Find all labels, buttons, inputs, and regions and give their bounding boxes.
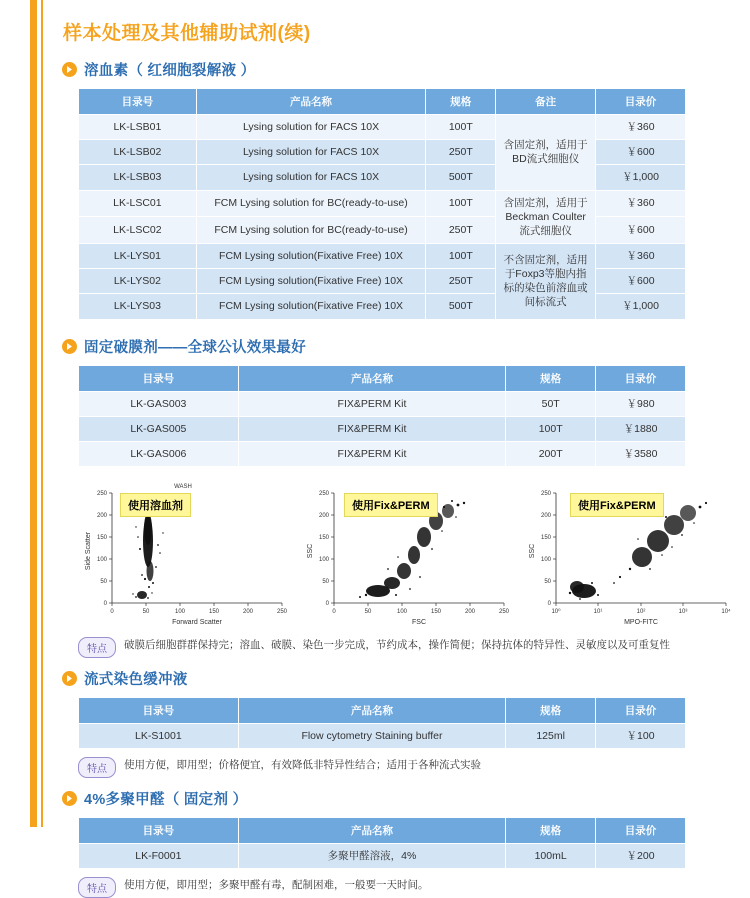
cell-note: 含固定剂，适用于Beckman Coulter流式细胞仪 (496, 190, 596, 244)
cell-spec: 50T (506, 391, 596, 416)
feature-note-pfa (78, 877, 722, 898)
plot-annotation-label: 使用Fix&PERM (344, 493, 438, 517)
cell-catalog: LK-LSB01 (79, 115, 197, 140)
svg-text:250: 250 (540, 491, 551, 498)
table-header-row (79, 89, 686, 115)
svg-text:250: 250 (498, 609, 510, 616)
cell-catalog: LK-F0001 (79, 844, 239, 869)
svg-text:0: 0 (103, 601, 107, 608)
col-spec: 规格 (506, 698, 596, 724)
feature-badge: 特点 (78, 877, 116, 898)
svg-text:100: 100 (396, 609, 408, 616)
cell-product: FCM Lysing solution(Fixative Free) 10X (196, 244, 426, 269)
col-spec: 规格 (506, 818, 596, 844)
feature-note-staining-buffer (78, 757, 722, 778)
cell-price: ￥360 (596, 244, 686, 269)
svg-text:200: 200 (318, 513, 329, 520)
svg-text:50: 50 (322, 579, 329, 586)
col-spec: 规格 (426, 89, 496, 115)
svg-text:200: 200 (464, 609, 476, 616)
svg-text:WASH: WASH (174, 484, 192, 491)
feature-text: 破膜后细胞群群保持完；溶血、破膜、染色一步完成，节约成本，操作简便；保持抗体的特异性、灵敏度以及可重复性 (124, 639, 670, 652)
cell-catalog: LK-LYS01 (79, 244, 197, 269)
col-catalog: 目录号 (79, 818, 239, 844)
cell-product: Lysing solution for FACS 10X (196, 165, 426, 190)
page-title: 样本处理及其他辅助试剂(续) (63, 23, 311, 44)
cell-spec: 100mL (506, 844, 596, 869)
cell-price: ￥100 (596, 724, 686, 749)
cell-catalog: LK-S1001 (79, 724, 239, 749)
svg-text:150: 150 (208, 609, 220, 616)
arrow-right-icon (62, 339, 77, 354)
cell-spec: 250T (426, 140, 496, 165)
svg-text:50: 50 (100, 579, 107, 586)
cell-price: ￥600 (596, 140, 686, 165)
table-fixperm (78, 365, 686, 468)
table-row (79, 244, 686, 269)
cell-spec: 250T (426, 217, 496, 244)
section-header-hemolysin (62, 59, 722, 80)
svg-text:150: 150 (96, 535, 107, 542)
cell-product: FIX&PERM Kit (238, 416, 506, 441)
svg-text:50: 50 (544, 579, 551, 586)
svg-text:100: 100 (174, 609, 186, 616)
col-product: 产品名称 (238, 365, 506, 391)
cell-product: Lysing solution for FACS 10X (196, 115, 426, 140)
svg-text:10⁰: 10⁰ (551, 609, 561, 616)
svg-text:MPO-FITC: MPO-FITC (624, 619, 658, 627)
feature-badge: 特点 (78, 757, 116, 778)
table-row (79, 190, 686, 217)
svg-text:50: 50 (142, 609, 150, 616)
cell-product: FIX&PERM Kit (238, 441, 506, 466)
table-header-row (79, 365, 686, 391)
cell-catalog: LK-LSC02 (79, 217, 197, 244)
cell-catalog: LK-LSB02 (79, 140, 197, 165)
cell-price: ￥360 (596, 115, 686, 140)
col-note: 备注 (496, 89, 596, 115)
arrow-right-icon (62, 791, 77, 806)
table-row (79, 416, 686, 441)
cell-spec: 100T (426, 244, 496, 269)
table-staining-buffer (78, 697, 686, 749)
col-price: 目录价 (596, 365, 686, 391)
cell-catalog: LK-LSC01 (79, 190, 197, 217)
cell-spec: 500T (426, 294, 496, 319)
table-row (79, 724, 686, 749)
table-row (79, 844, 686, 869)
cell-product: FIX&PERM Kit (238, 391, 506, 416)
cell-product: FCM Lysing solution(Fixative Free) 10X (196, 269, 426, 294)
svg-text:0: 0 (332, 609, 336, 616)
section-header-staining-buffer (62, 668, 722, 689)
cell-catalog: LK-GAS005 (79, 416, 239, 441)
feature-text: 使用方便，即用型；价格便宜，有效降低非特异性结合；适用于各种流式实验 (124, 759, 481, 772)
svg-text:Side Scatter: Side Scatter (85, 531, 92, 571)
svg-text:FSC: FSC (412, 619, 426, 627)
cell-catalog: LK-GAS003 (79, 391, 239, 416)
svg-text:100: 100 (540, 557, 551, 564)
svg-text:100: 100 (318, 557, 329, 564)
svg-text:200: 200 (540, 513, 551, 520)
svg-text:200: 200 (242, 609, 254, 616)
table-hemolysin (78, 88, 686, 320)
cell-note: 不含固定剂，适用于Foxp3等胞内指标的染色前溶血或间标流式 (496, 244, 596, 320)
svg-text:250: 250 (276, 609, 288, 616)
cell-price: ￥600 (596, 269, 686, 294)
plot-annotation-label: 使用Fix&PERM (570, 493, 664, 517)
col-price: 目录价 (596, 698, 686, 724)
col-catalog: 目录号 (79, 89, 197, 115)
plot-fixperm-mpo (522, 479, 736, 629)
table-header-row (79, 698, 686, 724)
svg-text:10¹: 10¹ (593, 609, 603, 616)
svg-text:150: 150 (430, 609, 442, 616)
svg-text:10²: 10² (636, 609, 646, 616)
table-row (79, 115, 686, 140)
section-title: 固定破膜剂——全球公认效果最好 (84, 339, 306, 356)
col-price: 目录价 (596, 818, 686, 844)
arrow-right-icon (62, 62, 77, 77)
cell-price: ￥1,000 (596, 294, 686, 319)
svg-text:Forward Scatter: Forward Scatter (172, 619, 222, 627)
cell-price: ￥360 (596, 190, 686, 217)
svg-text:50: 50 (364, 609, 372, 616)
col-product: 产品名称 (238, 818, 505, 844)
cell-spec: 500T (426, 165, 496, 190)
svg-text:250: 250 (96, 491, 107, 498)
cell-product: FCM Lysing solution for BC(ready-to-use) (196, 190, 426, 217)
flow-cytometry-plots (78, 479, 731, 629)
table-row (79, 441, 686, 466)
cell-price: ￥1,000 (596, 165, 686, 190)
svg-text:10⁴: 10⁴ (721, 609, 731, 616)
section-header-fixperm (62, 336, 722, 357)
svg-text:0: 0 (110, 609, 114, 616)
cell-price: ￥1880 (596, 416, 686, 441)
svg-text:SSC: SSC (307, 543, 314, 559)
col-spec: 规格 (506, 365, 596, 391)
cell-product: FCM Lysing solution(Fixative Free) 10X (196, 294, 426, 319)
cell-product: Lysing solution for FACS 10X (196, 140, 426, 165)
cell-catalog: LK-LSB03 (79, 165, 197, 190)
plot-lysis (78, 479, 292, 629)
col-catalog: 目录号 (79, 365, 239, 391)
cell-spec: 100T (426, 190, 496, 217)
table-row (79, 391, 686, 416)
col-catalog: 目录号 (79, 698, 239, 724)
svg-text:100: 100 (96, 557, 107, 564)
svg-text:250: 250 (318, 491, 329, 498)
svg-text:200: 200 (96, 513, 107, 520)
cell-price: ￥200 (596, 844, 686, 869)
svg-text:150: 150 (540, 535, 551, 542)
cell-spec: 100T (506, 416, 596, 441)
cell-catalog: LK-LYS02 (79, 269, 197, 294)
feature-badge: 特点 (78, 637, 116, 658)
col-product: 产品名称 (238, 698, 506, 724)
svg-text:0: 0 (325, 601, 329, 608)
cell-price: ￥980 (596, 391, 686, 416)
section-title: 流式染色缓冲液 (84, 672, 188, 689)
cell-product: FCM Lysing solution for BC(ready-to-use) (196, 217, 426, 244)
col-product: 产品名称 (196, 89, 426, 115)
cell-spec: 200T (506, 441, 596, 466)
cell-catalog: LK-LYS03 (79, 294, 197, 319)
svg-text:150: 150 (318, 535, 329, 542)
svg-text:10³: 10³ (678, 609, 688, 616)
feature-note-fixperm (78, 637, 722, 658)
section-title: 溶血素（ 红细胞裂解液 ） (84, 63, 256, 79)
table-header-row (79, 818, 686, 844)
cell-spec: 125ml (506, 724, 596, 749)
section-title: 4%多聚甲醛（ 固定剂 ） (84, 792, 248, 809)
cell-spec: 100T (426, 115, 496, 140)
cell-price: ￥3580 (596, 441, 686, 466)
cell-note: 含固定剂，适用于BD流式细胞仪 (496, 115, 596, 191)
cell-spec: 250T (426, 269, 496, 294)
plot-fixperm-ssc (300, 479, 514, 629)
plot-annotation-label: 使用溶血剂 (120, 493, 191, 517)
col-price: 目录价 (596, 89, 686, 115)
cell-catalog: LK-GAS006 (79, 441, 239, 466)
cell-price: ￥600 (596, 217, 686, 244)
feature-text: 使用方便，即用型；多聚甲醛有毒，配制困难，一般要一天时间。 (124, 879, 429, 892)
section-header-pfa (62, 788, 722, 809)
table-pfa (78, 817, 686, 869)
cell-product: Flow cytometry Staining buffer (238, 724, 506, 749)
cell-product: 多聚甲醛溶液，4% (238, 844, 505, 869)
arrow-right-icon (62, 671, 77, 686)
svg-text:SSC: SSC (529, 543, 536, 559)
svg-text:0: 0 (547, 601, 551, 608)
